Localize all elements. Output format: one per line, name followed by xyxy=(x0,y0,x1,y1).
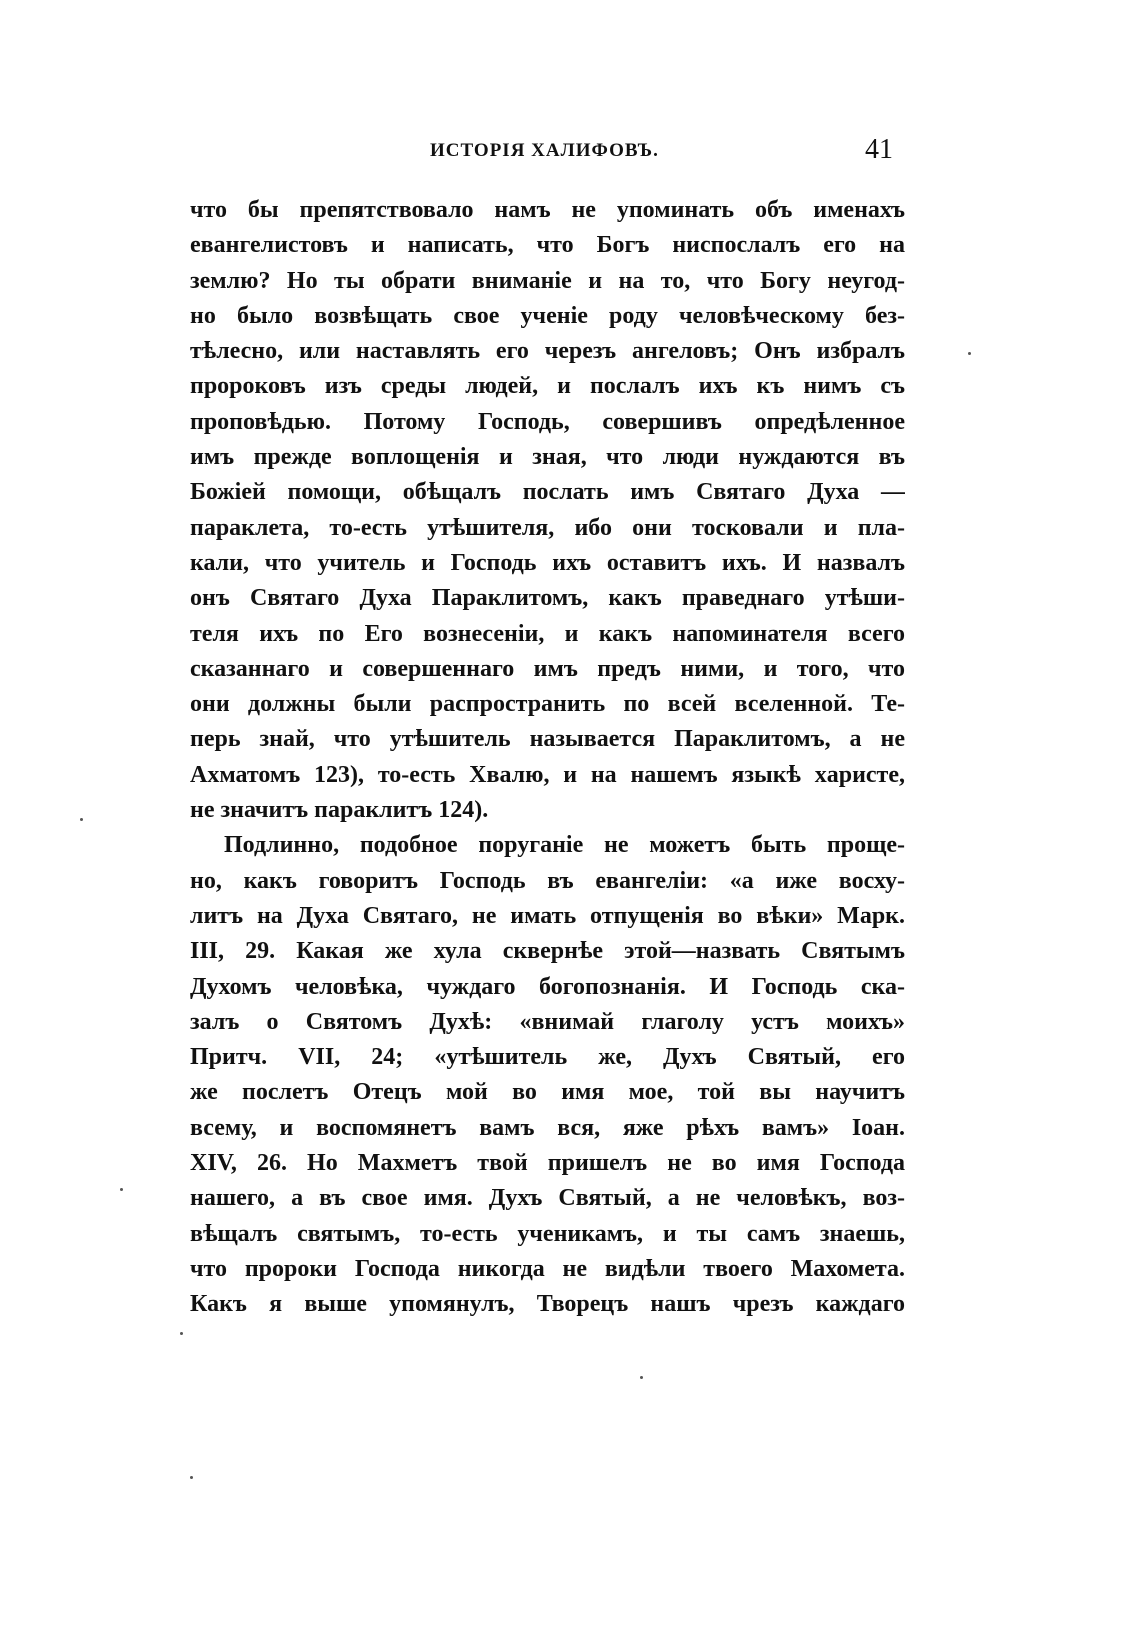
text-line: же послетъ Отецъ мой во имя мое, той вы научитъ xyxy=(190,1079,905,1106)
paragraph-2 xyxy=(190,828,905,1322)
text-line: вѣщалъ святымъ, то-есть ученикамъ, и ты самъ знаешь, xyxy=(190,1220,905,1247)
text-line: но было возвѣщать свое ученіе роду человѣческому без- xyxy=(190,302,905,329)
text-line: не значитъ параклитъ 124). xyxy=(190,797,489,824)
text-line: Божіей помощи, обѣщалъ послать имъ Святаго Духа — xyxy=(190,479,905,506)
text-line: III, 29. Какая же хула сквернѣе этой—назвать Святымъ xyxy=(190,938,905,965)
text-line: пророковъ изъ среды людей, и послалъ ихъ къ нимъ съ xyxy=(190,373,905,400)
text-line: теля ихъ по Его вознесеніи, и какъ напоминателя всего xyxy=(190,620,905,647)
text-line: залъ о Святомъ Духѣ: «внимай глаголу устъ моихъ» xyxy=(190,1008,905,1035)
text-line: сказаннаго и совершеннаго имъ предъ ними, и того, что xyxy=(190,655,905,682)
running-head xyxy=(190,136,905,176)
text-line: Какъ я выше упомянулъ, Творецъ нашъ чрезъ каждаго xyxy=(190,1291,905,1318)
text-line: Духомъ человѣка, чуждаго богопознанія. И Господь ска- xyxy=(190,973,905,1000)
scan-speck xyxy=(190,1476,193,1479)
paragraph-1 xyxy=(190,193,905,828)
text-line: Притч. VII, 24; «утѣшитель же, Духъ Святый, его xyxy=(190,1044,905,1071)
text-line: они должны были распространить по всей вселенной. Те- xyxy=(190,691,905,718)
text-line: кали, что учитель и Господь ихъ оставитъ ихъ. И назвалъ xyxy=(190,549,905,576)
text-line: проповѣдью. Потому Господь, совершивъ опредѣленное xyxy=(190,408,905,435)
text-line: нашего, а въ свое имя. Духъ Святый, а не человѣкъ, воз- xyxy=(190,1185,905,1212)
text-line: что пророки Господа никогда не видѣли твоего Махомета. xyxy=(190,1255,905,1282)
text-line: землю? Но ты обрати вниманіе и на то, что Богу неугод- xyxy=(190,267,905,294)
text-line: что бы препятствовало намъ не упоминать объ именахъ xyxy=(190,197,905,223)
text-line: имъ прежде воплощенія и зная, что люди нуждаются въ xyxy=(190,444,905,471)
scan-speck xyxy=(968,352,971,355)
body-text xyxy=(190,193,905,1323)
text-line: Ахматомъ 123), то-есть Хвалю, и на нашемъ языкѣ хaристе, xyxy=(190,761,905,788)
scan-speck xyxy=(180,1332,183,1335)
scan-speck xyxy=(80,818,83,821)
scan-speck xyxy=(640,1376,643,1379)
text-line: литъ на Духа Святаго, не имать отпущенія во вѣки» Марк. xyxy=(190,902,905,929)
text-line: XIV, 26. Но Махметъ твой пришелъ не во имя Господа xyxy=(190,1150,905,1177)
text-line: перь знай, что утѣшитель называется Параклитомъ, а не xyxy=(190,726,905,753)
text-line: но, какъ говоритъ Господь въ евангеліи: «а иже восху- xyxy=(190,867,905,894)
scan-speck xyxy=(120,1188,123,1191)
running-title: ИСТОРІЯ ХАЛИФОВЪ. xyxy=(430,140,659,161)
text-line: тѣлесно, или наставлять его черезъ ангеловъ; Онъ избралъ xyxy=(190,338,905,365)
text-line: параклета, то-есть утѣшителя, ибо они тосковали и пла- xyxy=(190,514,905,541)
text-line: онъ Святаго Духа Параклитомъ, какъ праведнаго утѣши- xyxy=(190,585,905,612)
text-line: евангелистовъ и написать, что Богъ ниспослалъ его на xyxy=(190,232,905,259)
text-line: Подлинно, подобное поруганіе не можетъ быть проще- xyxy=(224,832,905,859)
text-line: всему, и воспомянетъ вамъ вся, яже рѣхъ вамъ» Іоан. xyxy=(190,1114,905,1141)
page-number: 41 xyxy=(865,134,893,165)
